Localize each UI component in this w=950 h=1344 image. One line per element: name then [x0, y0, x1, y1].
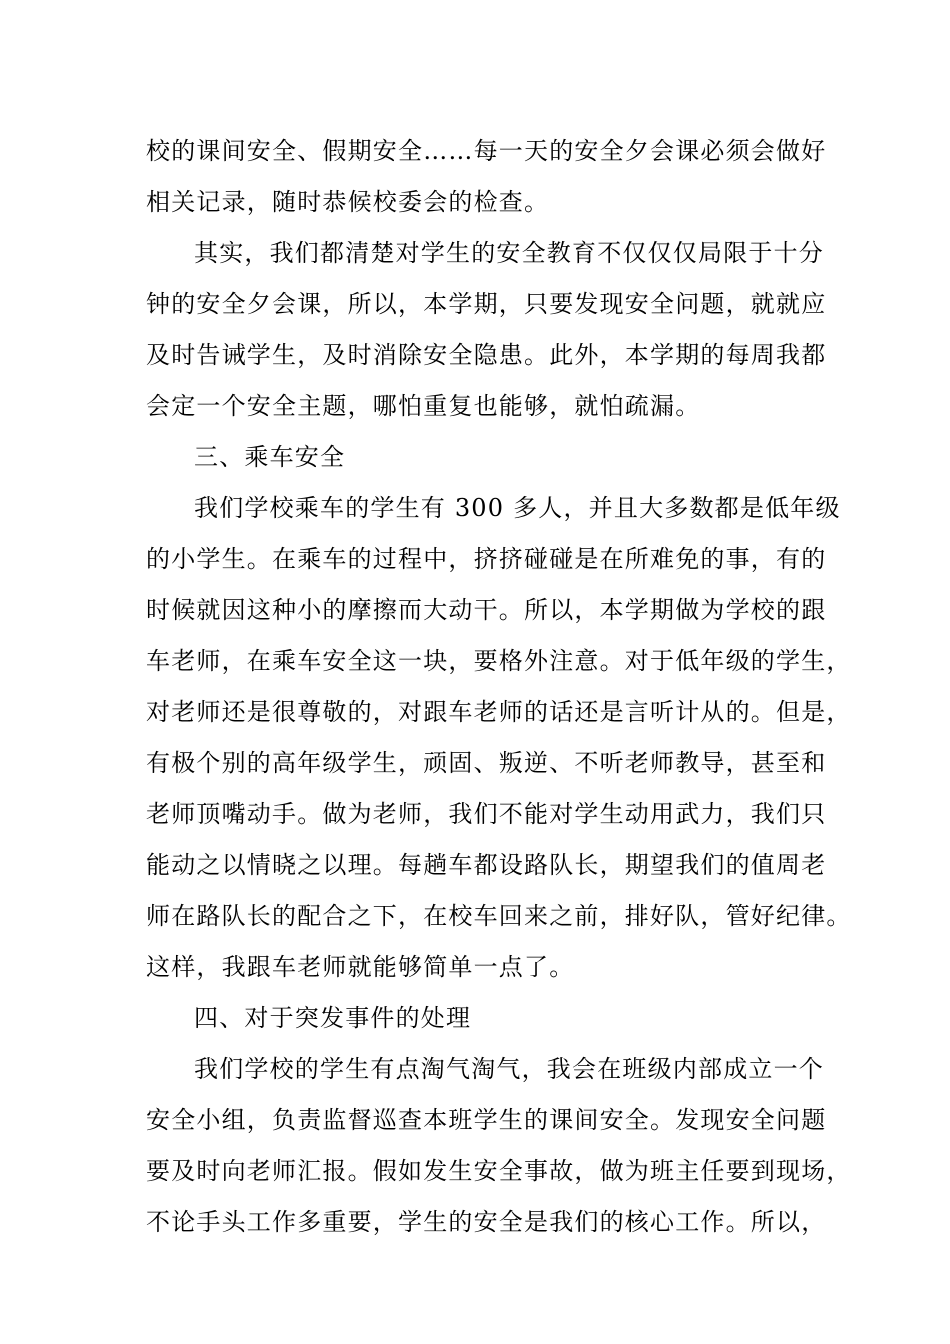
body-text-line: 能动之以情晓之以理。每趟车都设路队长，期望我们的值周老: [146, 851, 827, 879]
body-text-line: 的小学生。在乘车的过程中，挤挤碰碰是在所难免的事，有的: [146, 545, 827, 573]
body-text-line: 钟的安全夕会课，所以，本学期，只要发现安全问题，就就应: [146, 290, 827, 318]
body-text-line: 时候就因这种小的摩擦而大动干。所以，本学期做为学校的跟: [146, 596, 827, 624]
body-text-line: 其实，我们都清楚对学生的安全教育不仅仅仅局限于十分: [194, 239, 824, 267]
body-text-line: 对老师还是很尊敬的，对跟车老师的话还是言听计从的。但是，: [146, 698, 852, 726]
body-text-line: 车老师，在乘车安全这一块，要格外注意。对于低年级的学生，: [146, 647, 852, 675]
body-text-line: 不论手头工作多重要，学生的安全是我们的核心工作。所以，: [146, 1208, 827, 1236]
section-heading: 四、对于突发事件的处理: [194, 1004, 472, 1032]
body-text-line: 及时告诫学生，及时消除安全隐患。此外，本学期的每周我都: [146, 341, 827, 369]
body-text-line: 我们学校的学生有点淘气淘气，我会在班级内部成立一个: [194, 1055, 824, 1083]
body-text-line: 安全小组，负责监督巡查本班学生的课间安全。发现安全问题: [146, 1106, 827, 1134]
body-text-line: 这样，我跟车老师就能够简单一点了。: [146, 953, 575, 981]
body-text-line: 师在路队长的配合之下，在校车回来之前，排好队，管好纪律。: [146, 902, 852, 930]
body-text-line: 老师顶嘴动手。做为老师，我们不能对学生动用武力，我们只: [146, 800, 827, 828]
body-text-line: 校的课间安全、假期安全……每一天的安全夕会课必须会做好: [146, 137, 827, 165]
body-text-line: 我们学校乘车的学生有 300 多人，并且大多数都是低年级: [194, 494, 841, 522]
body-text-line: 有极个别的高年级学生，顽固、叛逆、不听老师教导，甚至和: [146, 749, 827, 777]
body-text-line: 会定一个安全主题，哪怕重复也能够，就怕疏漏。: [146, 392, 701, 420]
body-text-line: 相关记录，随时恭候校委会的检查。: [146, 188, 550, 216]
body-text-line: 要及时向老师汇报。假如发生安全事故，做为班主任要到现场，: [146, 1157, 852, 1185]
section-heading: 三、乘车安全: [194, 443, 346, 471]
